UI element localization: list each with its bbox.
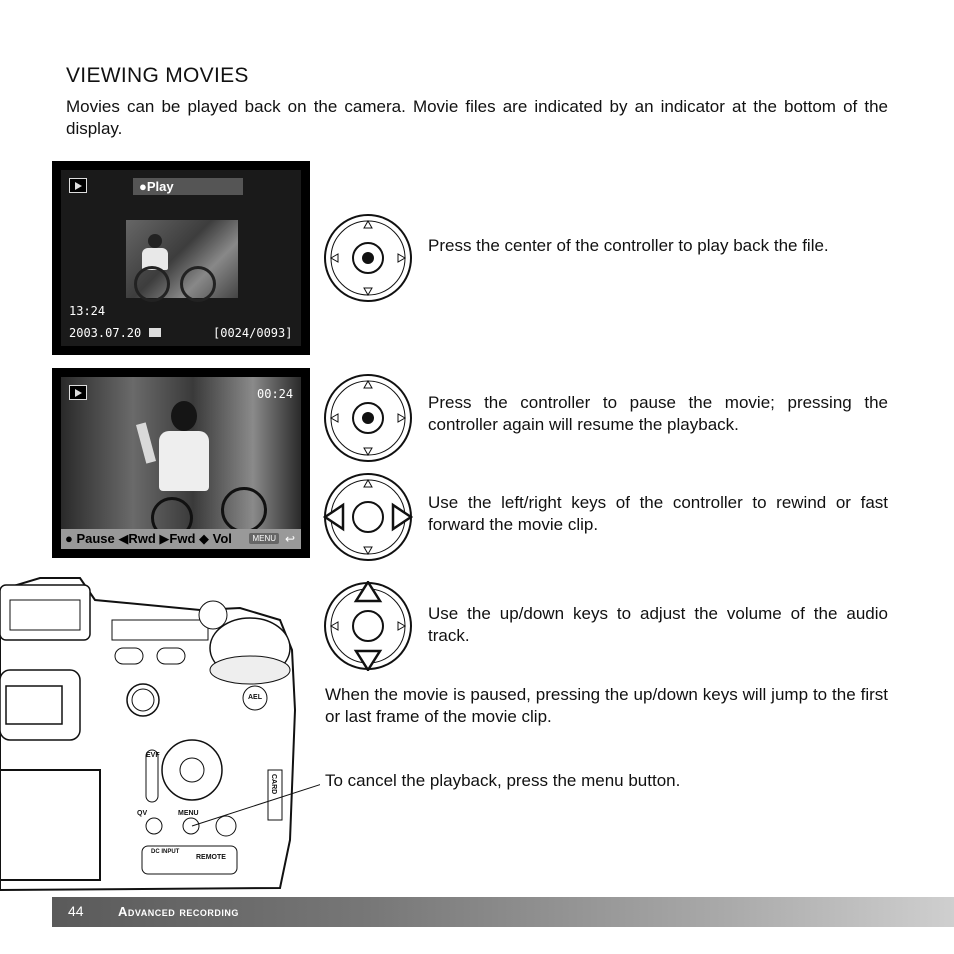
controller-up-down-keys [323, 581, 413, 671]
movie-thumbnail [126, 220, 238, 298]
camera-label-card: CARD [270, 774, 277, 795]
camera-label-menu: MENU [178, 810, 199, 817]
section-title: Advanced recording [118, 904, 239, 919]
playback-mode-icon [69, 178, 87, 193]
camera-label-dc-input: DC INPUT [151, 849, 180, 855]
camera-label-remote: REMOTE [196, 854, 226, 861]
camera-label-evf: EVF [146, 752, 160, 759]
cancel-note: To cancel the playback, press the menu button. [325, 771, 681, 790]
playback-controls-hint: ● Pause ◀Rwd ▶Fwd ◆ Vol [65, 531, 232, 546]
step-rewind-forward-text: Use the left/right keys of the controller to rewind or fast forward the movie clip. [428, 493, 888, 534]
camera-label-qv: QV [137, 810, 148, 817]
paused-note: When the movie is paused, pressing the up/down keys will jump to the first or last frame of the movie clip. [325, 685, 888, 726]
camera-label-ael: AEL [248, 694, 262, 701]
playback-screen-1 [52, 161, 310, 355]
movie-frame-rider [131, 397, 271, 533]
controller-pause-press [323, 373, 413, 463]
step-play-text: Press the center of the controller to play back the file. [428, 236, 829, 255]
elapsed-time: 00:24 [257, 387, 294, 401]
return-icon: ↩ [284, 532, 295, 546]
playback-screen-2 [52, 368, 310, 558]
frame-counter: [0024/0093] [213, 326, 293, 340]
page-number: 44 [68, 903, 84, 919]
controller-center-press [323, 213, 413, 303]
movie-file-icon [149, 328, 161, 337]
menu-badge: MENU [249, 533, 279, 544]
camera-back-illustration [0, 570, 320, 895]
play-prompt-label: ●Play [139, 179, 174, 194]
playback-control-bar [61, 529, 301, 549]
play-prompt-bar [133, 178, 243, 195]
step-volume-text: Use the up/down keys to adjust the volume of the audio track. [428, 604, 888, 645]
controller-left-right-keys [323, 472, 413, 562]
clock-time: 13:24 [69, 304, 106, 318]
record-date: 2003.07.20 [69, 326, 142, 340]
intro-paragraph: Movies can be played back on the camera. Movie files are indicated by an indicator at the bottom of the display. [66, 97, 888, 138]
step-pause-text: Press the controller to pause the movie; pressing the controller again will resume the playback. [428, 393, 888, 434]
page-title: VIEWING MOVIES [66, 64, 249, 87]
playback-mode-icon [69, 385, 87, 400]
